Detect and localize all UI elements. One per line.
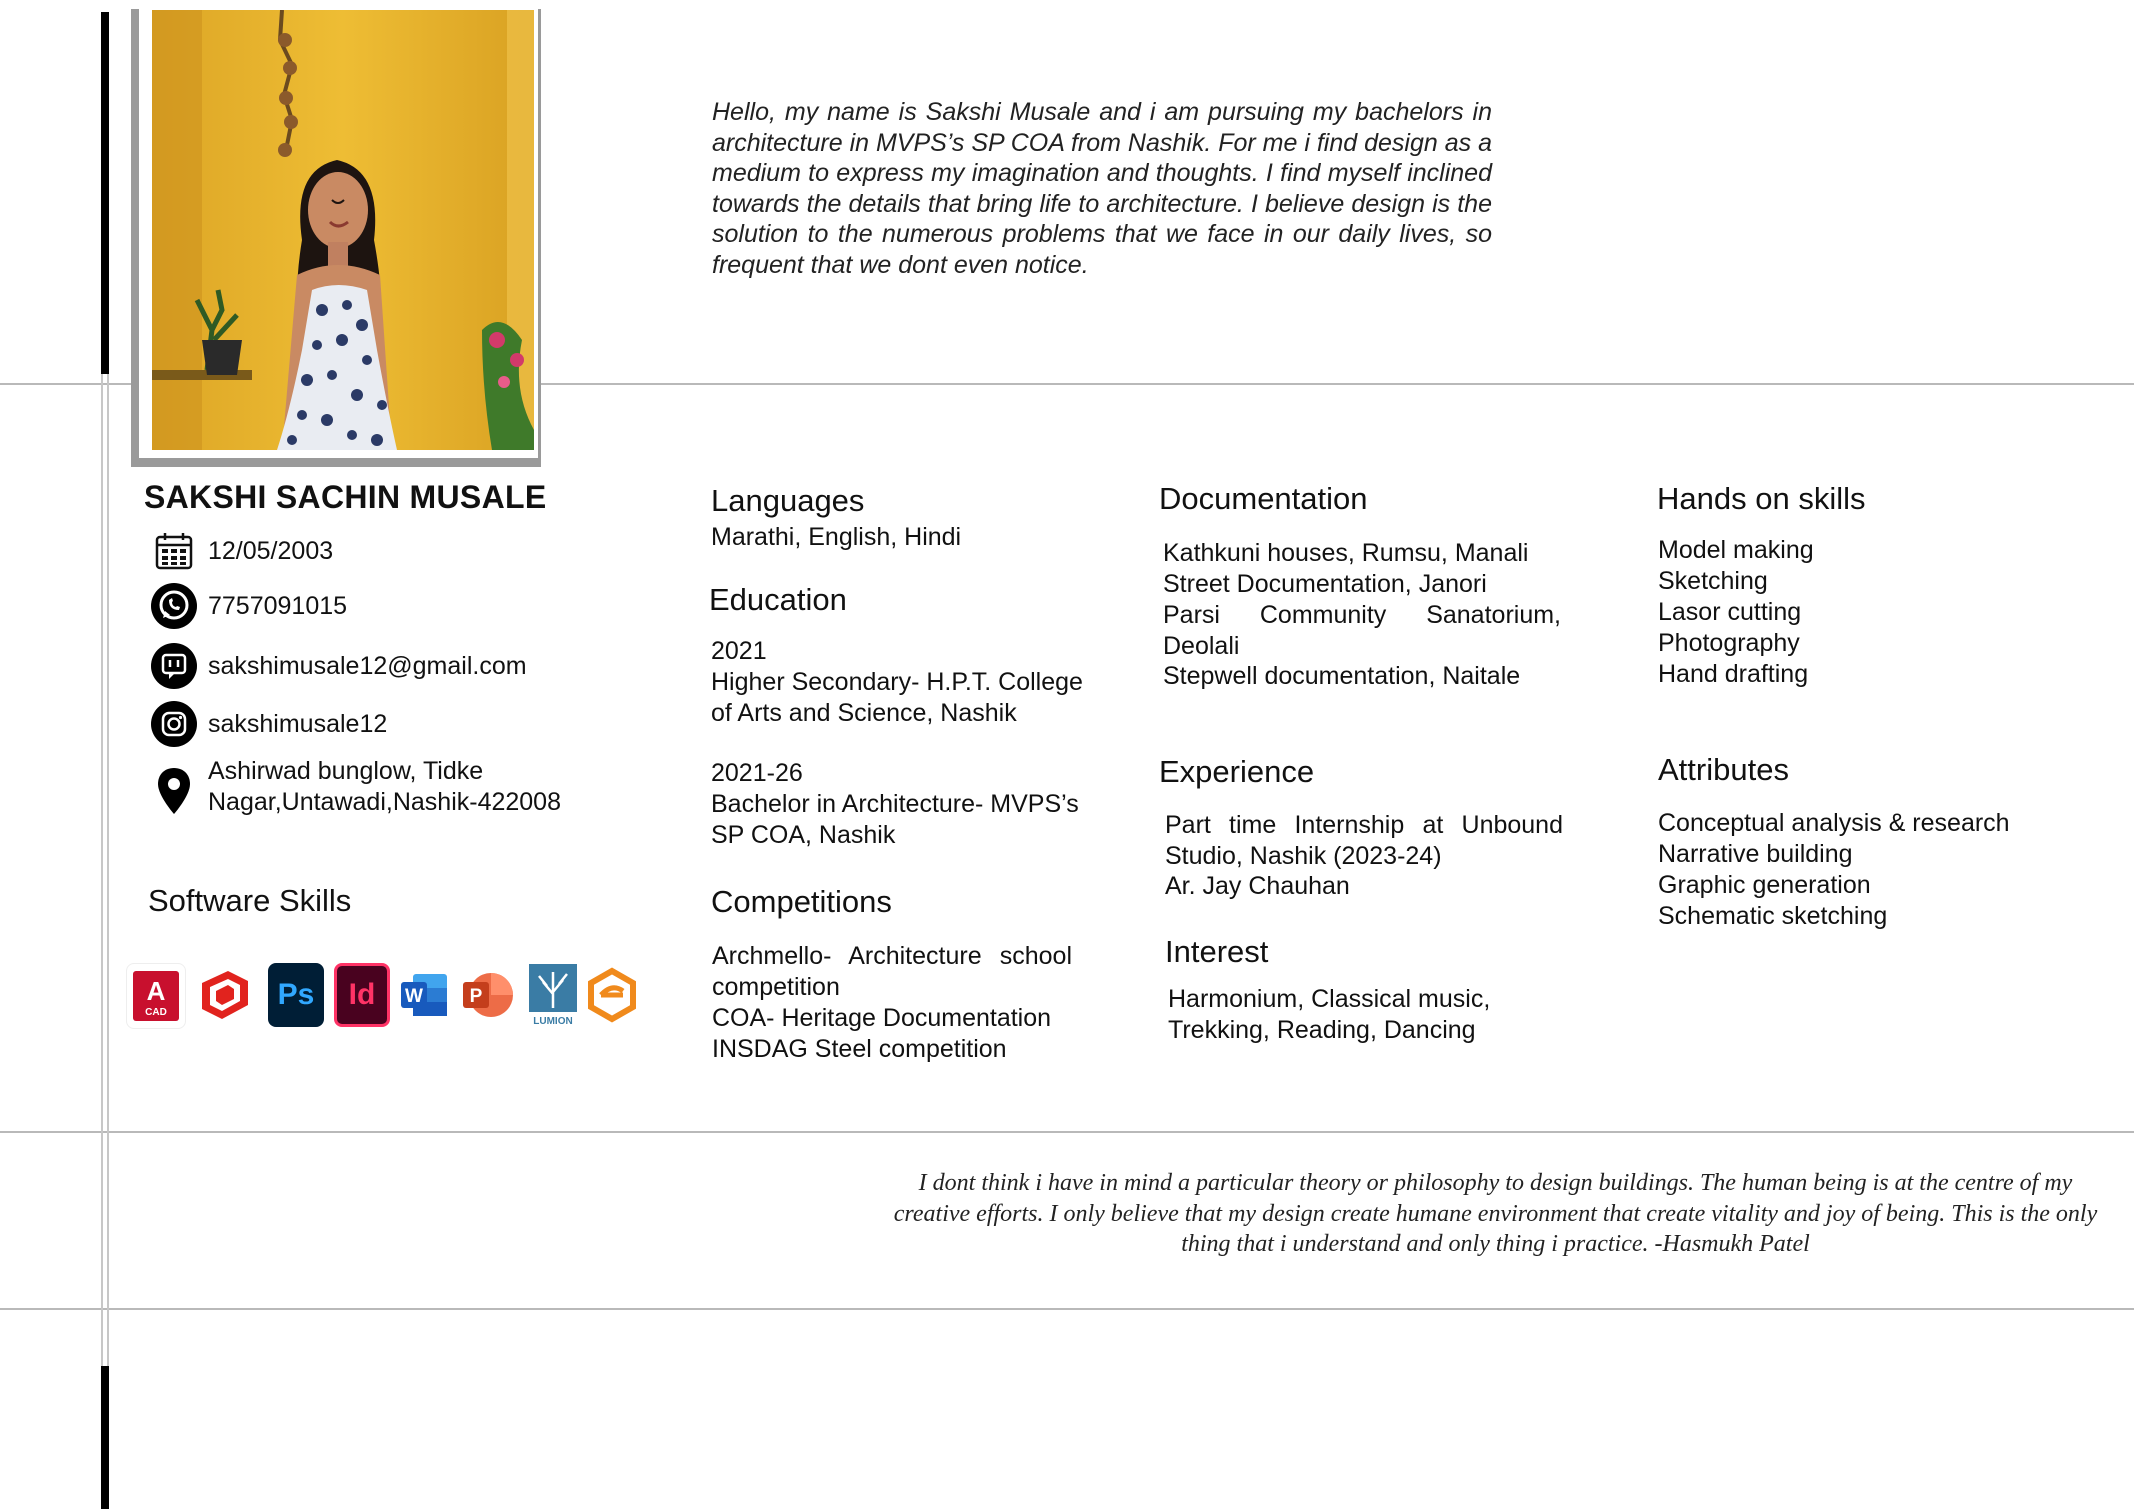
- lumion-label: LUMION: [533, 1016, 573, 1026]
- hands-on-item-3: Lasor cutting: [1658, 598, 1802, 626]
- autocad-sub: CAD: [145, 1007, 167, 1018]
- left-accent-bar-top: [101, 12, 109, 374]
- education-title: Education: [709, 582, 847, 617]
- documentation-item-2: Street Documentation, Janori: [1163, 570, 1487, 598]
- education-year-1: 2021: [711, 637, 767, 665]
- address-line-2: Nagar,Untawadi,Nashik-422008: [208, 788, 561, 816]
- phone-row: [150, 582, 347, 630]
- autocad-icon: [126, 963, 186, 1029]
- hands-on-item-2: Sketching: [1658, 567, 1768, 595]
- hands-on-item-4: Photography: [1658, 629, 1800, 657]
- competition-item-3: INSDAG Steel competition: [712, 1035, 1007, 1063]
- education-year-2: 2021-26: [711, 759, 803, 787]
- attributes-item-3: Graphic generation: [1658, 871, 1871, 899]
- left-rule-2: [107, 374, 109, 1366]
- software-skills-title: Software Skills: [148, 883, 352, 918]
- calendar-icon: [150, 527, 198, 575]
- divider-middle: [0, 1131, 2134, 1133]
- left-rule-1: [101, 374, 103, 1366]
- hands-on-item-5: Hand drafting: [1658, 660, 1809, 688]
- interest-line-1: Harmonium, Classical music,: [1168, 985, 1491, 1013]
- photoshop-icon: Ps: [268, 963, 324, 1027]
- attributes-item-4: Schematic sketching: [1658, 902, 1888, 930]
- address-line-1: Ashirwad bunglow, Tidke: [208, 757, 484, 785]
- attributes-item-1: Conceptual analysis & research: [1658, 809, 2010, 837]
- documentation-item-3: Parsi Community Sanatorium, Deolali: [1163, 601, 1561, 660]
- autocad-letter: A: [146, 976, 166, 1006]
- quote-text: I dont think i have in mind a particular theory or philosophy to design buildings. The human being is at the centre of my creative efforts. I only believe that my design create humane environment that create vitality and joy of being. This is the only thing that i understand and only thing i practice. -Hasmukh Patel: [893, 1170, 2098, 1257]
- indesign-icon: Id: [334, 963, 390, 1027]
- word-letter: W: [405, 986, 423, 1007]
- whatsapp-icon: [150, 582, 198, 630]
- instagram-text[interactable]: sakshimusale12: [208, 709, 388, 738]
- email-text[interactable]: sakshimusale12@gmail.com: [208, 651, 527, 680]
- education-line-2b: SP COA, Nashik: [711, 821, 896, 849]
- word-icon: [396, 963, 452, 1027]
- powerpoint-letter: P: [469, 986, 483, 1007]
- phone-text[interactable]: 7757091015: [208, 591, 348, 620]
- competitions-title: Competitions: [711, 884, 892, 919]
- full-name: SAKSHI SACHIN MUSALE: [144, 479, 547, 515]
- instagram-icon: [150, 700, 198, 748]
- experience-title: Experience: [1159, 754, 1315, 789]
- email-row: [150, 642, 527, 690]
- experience-item-1: Part time Internship at Unbound Studio, Nashik (2023-24): [1165, 811, 1563, 870]
- interest-title: Interest: [1165, 934, 1269, 969]
- hands-on-item-1: Model making: [1658, 536, 1814, 564]
- experience-item-2: Ar. Jay Chauhan: [1165, 872, 1350, 900]
- email-icon: [150, 642, 198, 690]
- dob-text: 12/05/2003: [208, 536, 334, 565]
- sketchup-icon: [192, 963, 256, 1027]
- documentation-item-1: Kathkuni houses, Rumsu, Manali: [1163, 539, 1529, 567]
- location-pin-icon: [150, 764, 198, 820]
- documentation-item-4: Stepwell documentation, Naitale: [1163, 662, 1521, 690]
- divider-bottom: [0, 1308, 2134, 1310]
- documentation-title: Documentation: [1159, 481, 1368, 516]
- education-line-2a: Bachelor in Architecture- MVPS’s: [711, 790, 1079, 818]
- attributes-item-2: Narrative building: [1658, 840, 1853, 868]
- left-accent-bar-bottom: [101, 1366, 109, 1509]
- education-line-1b: of Arts and Science, Nashik: [711, 699, 1017, 727]
- interest-line-2: Trekking, Reading, Dancing: [1168, 1016, 1476, 1044]
- attributes-title: Attributes: [1658, 752, 1789, 787]
- hands-on-title: Hands on skills: [1657, 481, 1866, 516]
- powerpoint-icon: [458, 963, 516, 1027]
- intro-paragraph: Hello, my name is Sakshi Musale and i am pursuing my bachelors in architecture in MVPS’s SP COA from Nashik. For me i find design as a medium to express my imagination and thoughts. I find myself inclined towards the details that bring life to architecture. I believe design is the solution to the numerous problems that we face in our daily lives, so frequent that we dont even notice.: [712, 98, 1492, 279]
- dob-row: [150, 527, 333, 575]
- education-line-1a: Higher Secondary- H.P.T. College: [711, 668, 1083, 696]
- instagram-row: [150, 700, 387, 748]
- profile-photo: [152, 10, 534, 450]
- competition-item-1: Archmello- Architecture school competition: [712, 942, 1072, 1001]
- lumion-icon: [524, 963, 582, 1027]
- languages-text: Marathi, English, Hindi: [711, 523, 962, 551]
- languages-title: Languages: [711, 483, 865, 518]
- enscape-icon: [584, 963, 640, 1027]
- competition-item-2: COA- Heritage Documentation: [712, 1004, 1052, 1032]
